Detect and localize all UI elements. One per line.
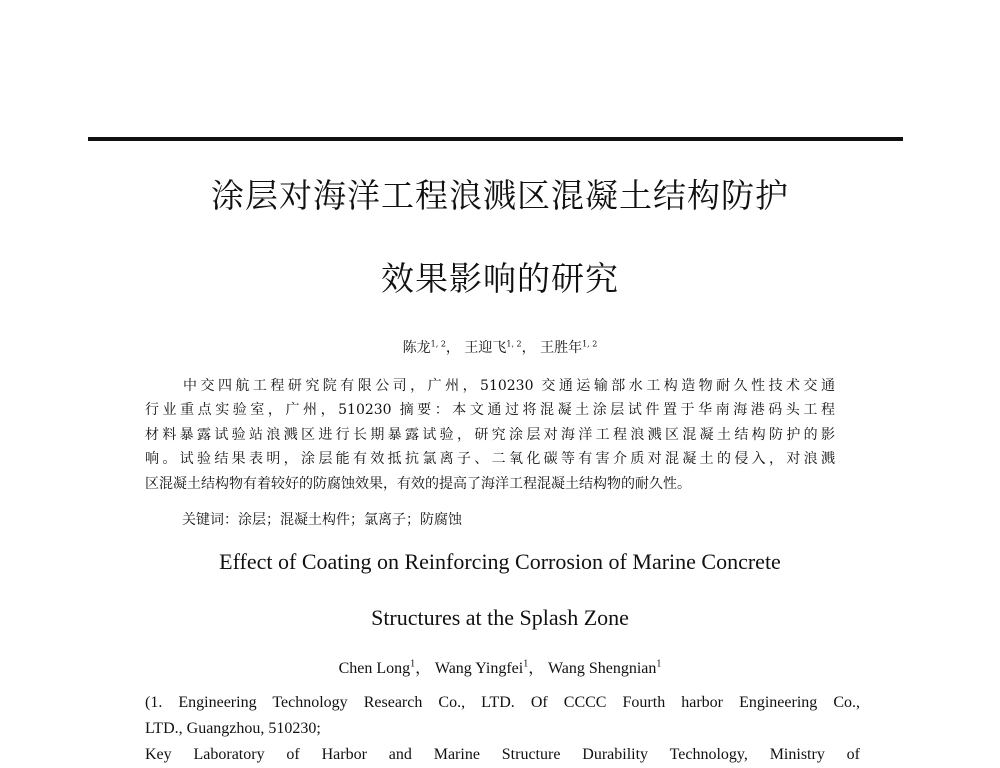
keywords-cn: 关键词：涂层；混凝土构件；氯离子；防腐蚀 xyxy=(182,512,462,528)
abstract-cn-line: 中交四航工程研究院有限公司，广州，510230 交通运输部水工构造物耐久性技术交通 xyxy=(183,378,835,394)
abstract-cn-line: 行业重点实验室，广州，510230 摘要：本文通过将混凝土涂层试件置于华南海港码头工程 xyxy=(145,402,835,419)
title-en-line1: Effect of Coating on Reinforcing Corrosion of Marine Concrete xyxy=(219,549,781,574)
abstract-cn-line: 材料暴露试验站浪溅区进行长期暴露试验，研究涂层对海洋工程浪溅区混凝土结构防护的影 xyxy=(145,426,835,443)
authors-cn xyxy=(0,337,1000,357)
affiliation-en xyxy=(145,690,860,768)
author-en-1-affil: 1 xyxy=(410,658,416,670)
author-en-2-affil: 1 xyxy=(523,658,529,670)
author-en-1: Chen Long xyxy=(338,660,411,677)
author-cn-3: 王胜年 xyxy=(540,340,583,356)
affiliation-en-line: (1. Engineering Technology Research Co., LTD. Of CCCC Fourth harbor Engineering Co., xyxy=(145,694,860,711)
author-cn-1-affil: 1, 2 xyxy=(430,339,446,349)
author-en-2: Wang Yingfei xyxy=(434,660,524,677)
author-cn-2: 王迎飞 xyxy=(464,340,507,356)
author-sep: ， xyxy=(528,660,545,677)
header-rule xyxy=(88,137,903,141)
author-cn-2-affil: 1, 2 xyxy=(506,339,522,349)
author-sep: ， xyxy=(521,340,536,356)
author-cn-1: 陈龙 xyxy=(402,340,431,356)
author-cn-3-affil: 1, 2 xyxy=(582,339,598,349)
abstract-cn-line: 区混凝土结构物有着较好的防腐蚀效果，有效的提高了海洋工程混凝土结构物的耐久性。 xyxy=(145,475,691,492)
author-sep: ， xyxy=(415,660,432,677)
author-sep: ， xyxy=(445,340,460,356)
author-en-3-affil: 1 xyxy=(656,658,662,670)
affiliation-en-line: LTD., Guangzhou, 510230; xyxy=(145,720,321,737)
affiliation-en-line: Key Laboratory of Harbor and Marine Structure Durability Technology, Ministry of xyxy=(145,746,860,763)
title-en-line2: Structures at the Splash Zone xyxy=(371,605,629,630)
author-en-3: Wang Shengnian xyxy=(547,660,657,677)
title-cn-line2: 效果影响的研究 xyxy=(381,259,619,298)
abstract-cn-line: 响。试验结果表明，涂层能有效抵抗氯离子、二氧化碳等有害介质对混凝土的侵入，对浪溅 xyxy=(145,451,835,468)
authors-en xyxy=(0,655,1000,678)
abstract-cn xyxy=(145,374,835,496)
title-cn-line1: 涂层对海洋工程浪溅区混凝土结构防护 xyxy=(211,176,789,215)
